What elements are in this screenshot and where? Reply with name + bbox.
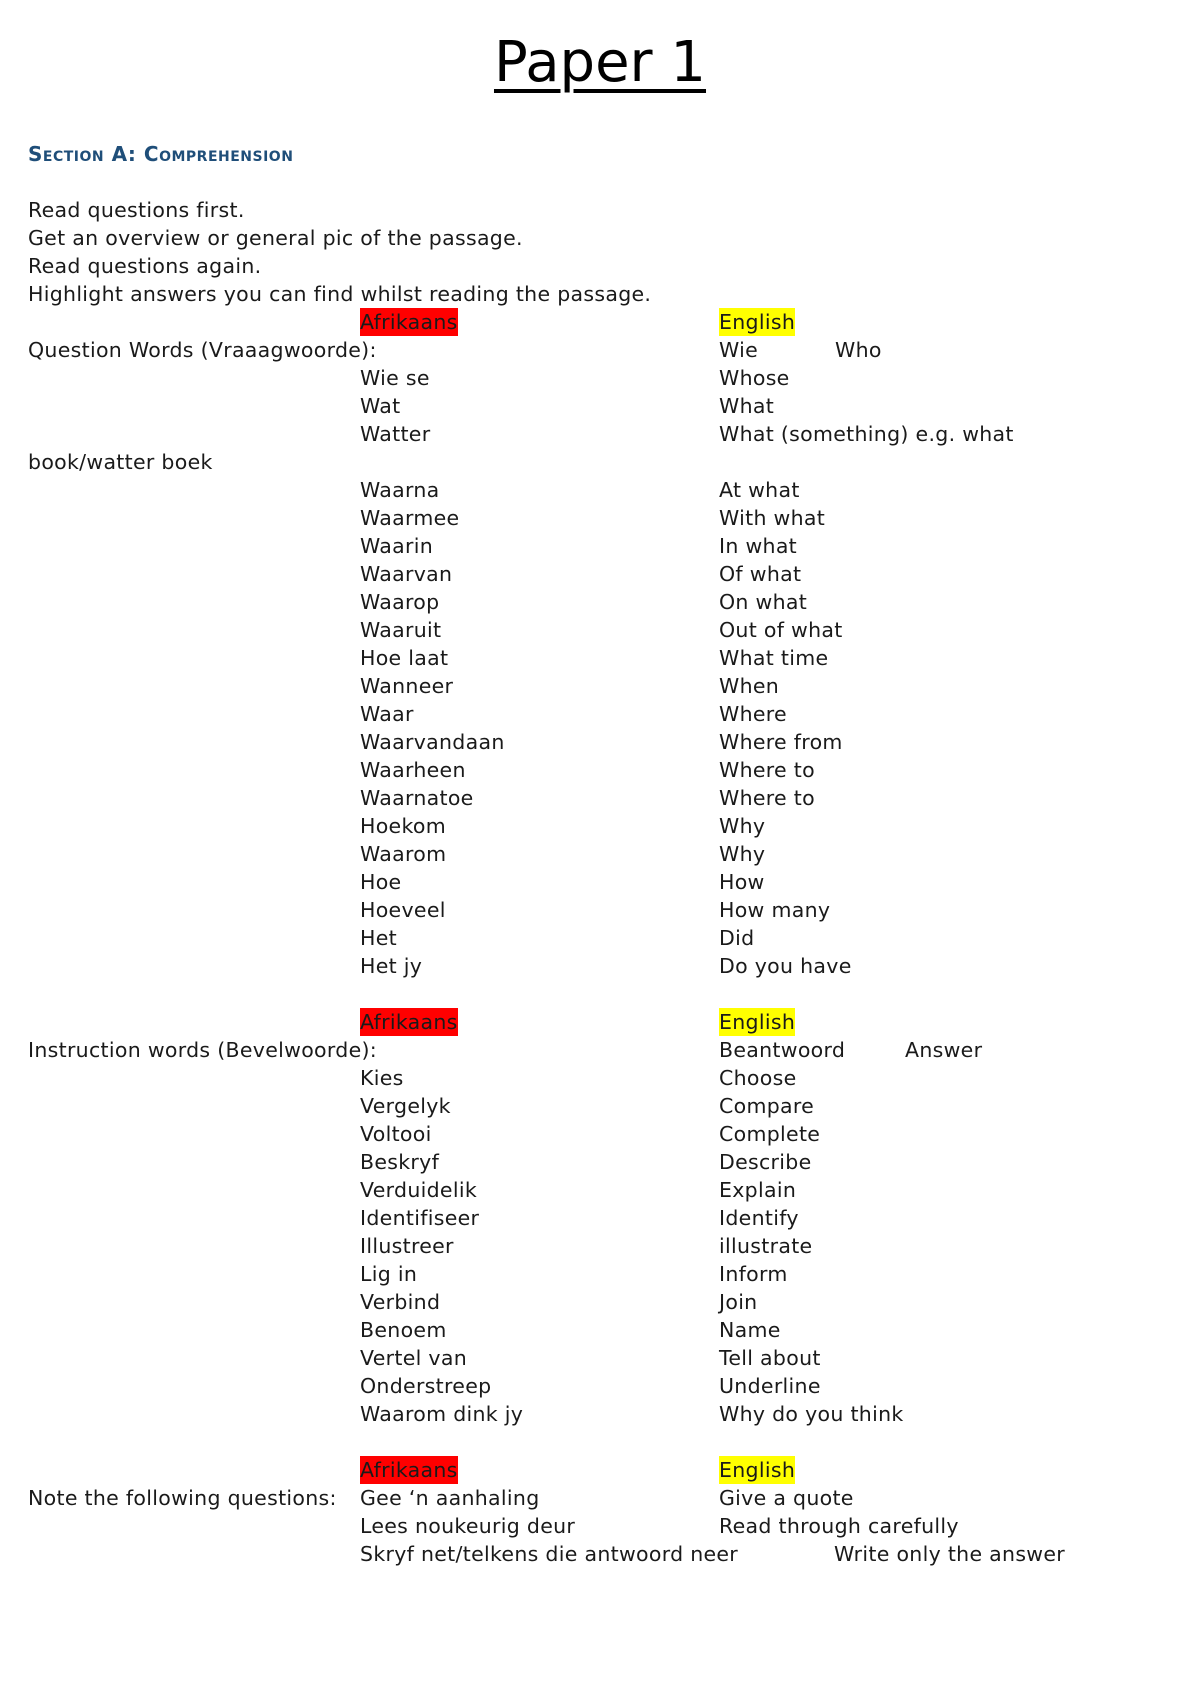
english-word: What (something) e.g. what	[719, 422, 1014, 446]
afrikaans-word: Waarna	[360, 478, 440, 502]
afrikaans-word: Beskryf	[360, 1150, 440, 1174]
afrikaans-word: Waarom	[360, 842, 447, 866]
header-afrikaans: Afrikaans	[360, 310, 458, 334]
english-word: Join	[719, 1290, 758, 1314]
english-word: What	[719, 394, 775, 418]
block-label: Note the following questions:	[28, 1486, 337, 1510]
english-phrase: Give a quote	[719, 1486, 854, 1510]
english-word: Where from	[719, 730, 843, 754]
header-english: English	[719, 310, 796, 334]
afrikaans-word: Waarin	[360, 534, 433, 558]
english-word: Of what	[719, 562, 802, 586]
english-word: Do you have	[719, 954, 852, 978]
afrikaans-word: Waarom dink jy	[360, 1402, 524, 1426]
afrikaans-word: Het	[360, 926, 397, 950]
english-word: What time	[719, 646, 829, 670]
english-word: Identify	[719, 1206, 799, 1230]
english-word: Choose	[719, 1066, 797, 1090]
afrikaans-word: Hoeveel	[360, 898, 446, 922]
afrikaans-word: Hoe laat	[360, 646, 449, 670]
afrikaans-word: Het jy	[360, 954, 423, 978]
english-word: Did	[719, 926, 755, 950]
english-word: In what	[719, 534, 798, 558]
afrikaans-word: Benoem	[360, 1318, 447, 1342]
english-word: Where to	[719, 758, 815, 782]
intro-line: Read questions first.	[28, 198, 245, 222]
afrikaans-word: Verbind	[360, 1290, 441, 1314]
afrikaans-word: Waarmee	[360, 506, 460, 530]
afrikaans-word: Wie se	[360, 366, 430, 390]
afrikaans-word: Hoe	[360, 870, 402, 894]
english-word: Tell about	[719, 1346, 821, 1370]
header-afrikaans: Afrikaans	[360, 1458, 458, 1482]
english-word: At what	[719, 478, 800, 502]
afrikaans-word: Vergelyk	[360, 1094, 451, 1118]
english-word: When	[719, 674, 780, 698]
english-word: Explain	[719, 1178, 797, 1202]
english-word: With what	[719, 506, 826, 530]
afrikaans-word: Waarheen	[360, 758, 466, 782]
english-word: Where to	[719, 786, 815, 810]
afrikaans-word: Wanneer	[360, 674, 454, 698]
header-afrikaans: Afrikaans	[360, 1010, 458, 1034]
block-label: Instruction words (Bevelwoorde):	[28, 1038, 377, 1062]
afrikaans-word: Waar	[360, 702, 414, 726]
english-word: How	[719, 870, 765, 894]
english-phrase: Read through carefully	[719, 1514, 959, 1538]
first-english-word: Answer	[905, 1038, 983, 1062]
english-word: Compare	[719, 1094, 815, 1118]
first-afrikaans-word: Wie	[719, 338, 759, 362]
afrikaans-word: Hoekom	[360, 814, 447, 838]
english-word: Why	[719, 814, 766, 838]
afrikaans-word: Watter	[360, 422, 431, 446]
section-heading: Section A: Comprehension	[28, 142, 294, 166]
english-phrase: Write only the answer	[834, 1542, 1066, 1566]
english-word: How many	[719, 898, 831, 922]
english-word: Describe	[719, 1150, 812, 1174]
afrikaans-phrase: Gee ‘n aanhaling	[360, 1486, 540, 1510]
afrikaans-word: Wat	[360, 394, 401, 418]
afrikaans-word: Lig in	[360, 1262, 418, 1286]
english-word: illustrate	[719, 1234, 813, 1258]
afrikaans-phrase: Skryf net/telkens die antwoord neer	[360, 1542, 739, 1566]
afrikaans-word: Waarvandaan	[360, 730, 505, 754]
intro-line: Read questions again.	[28, 254, 262, 278]
english-word: Out of what	[719, 618, 843, 642]
afrikaans-word: Waarnatoe	[360, 786, 474, 810]
intro-line: Get an overview or general pic of the passage.	[28, 226, 523, 250]
wrapped-line: book/watter boek	[28, 450, 213, 474]
english-word: Why do you think	[719, 1402, 904, 1426]
english-word: Whose	[719, 366, 790, 390]
english-word: Inform	[719, 1262, 788, 1286]
afrikaans-phrase: Lees noukeurig deur	[360, 1514, 576, 1538]
english-word: Why	[719, 842, 766, 866]
english-word: On what	[719, 590, 808, 614]
header-english: English	[719, 1458, 796, 1482]
afrikaans-word: Onderstreep	[360, 1374, 492, 1398]
english-word: Where	[719, 702, 787, 726]
afrikaans-word: Waarvan	[360, 562, 453, 586]
english-word: Complete	[719, 1122, 821, 1146]
english-word: Name	[719, 1318, 781, 1342]
first-english-word: Who	[835, 338, 882, 362]
afrikaans-word: Waarop	[360, 590, 440, 614]
block-label: Question Words (Vraaagwoorde):	[28, 338, 377, 362]
afrikaans-word: Verduidelik	[360, 1178, 478, 1202]
afrikaans-word: Voltooi	[360, 1122, 432, 1146]
afrikaans-word: Waaruit	[360, 618, 442, 642]
english-word: Underline	[719, 1374, 821, 1398]
first-afrikaans-word: Beantwoord	[719, 1038, 846, 1062]
page-title: Paper 1	[493, 30, 707, 95]
intro-line: Highlight answers you can find whilst reading the passage.	[28, 282, 652, 306]
afrikaans-word: Kies	[360, 1066, 404, 1090]
header-english: English	[719, 1010, 796, 1034]
afrikaans-word: Identifiseer	[360, 1206, 480, 1230]
afrikaans-word: Vertel van	[360, 1346, 468, 1370]
afrikaans-word: Illustreer	[360, 1234, 454, 1258]
